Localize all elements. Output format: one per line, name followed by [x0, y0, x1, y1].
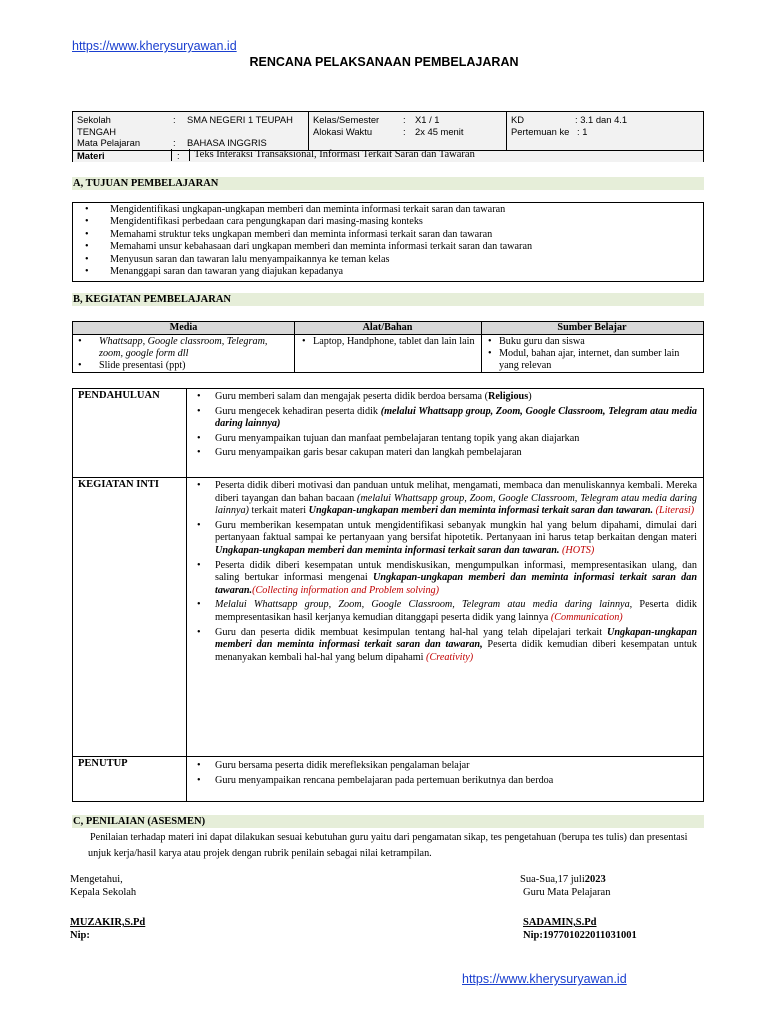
alokasi-label: Alokasi Waktu: [313, 125, 373, 137]
section-c-heading: C, PENILAIAN (ASESMEN): [72, 815, 704, 828]
list-item: • Whattsapp, Google classroom, Telegram, zoom, google form dll: [77, 336, 289, 360]
alat-list: [301, 336, 476, 348]
inti-label: KEGIATAN INTI: [78, 479, 160, 490]
pendahuluan-label: PENDAHULUAN: [78, 390, 160, 401]
kelas-label: Kelas/Semester: [313, 114, 380, 125]
list-item: • Guru bersama peserta didik merefleksikan pengalaman belajar: [191, 760, 697, 773]
activity-table: [72, 388, 704, 802]
signature-right: [520, 873, 637, 942]
mengetahui-text: Mengetahui,: [70, 874, 123, 885]
pendahuluan-list: [191, 391, 697, 462]
list-item: • Guru menyampaikan rencana pembelajaran pada pertemuan berikutnya dan berdoa: [191, 775, 697, 788]
document-title: RENCANA PELAKSANAAN PEMBELAJARAN: [249, 55, 519, 69]
materi-value: Teks Interaksi Transaksional, Informasi Terkait Saran dan Tawaran: [194, 149, 475, 160]
list-item: • Menanggapi saran dan tawaran yang diajukan kepadanya: [83, 266, 532, 278]
kepala-text: Kepala Sekolah: [70, 887, 137, 898]
guru-text: Guru Mata Pelajaran: [523, 887, 611, 898]
materi-label: Materi: [77, 150, 105, 161]
list-item: • Menyusun saran dan tawaran lalu menyampaikannya ke teman kelas: [83, 254, 532, 266]
list-item: • Modul, bahan ajar, internet, dan sumber lain yang relevan: [487, 348, 697, 372]
media-list: [77, 336, 289, 373]
mapel-value: BAHASA INGGRIS: [187, 137, 267, 148]
list-item: • Memahami unsur kebahasaan dari ungkapan memberi dan meminta informasi terkait saran dan tawaran: [83, 241, 532, 253]
info-school-cell: Sekolah : SMA NEGERI 1 TEUPAH TENGAH Mata Pelajaran : BAHASA INGGRIS: [73, 112, 309, 150]
section-a-heading: A, TUJUAN PEMBELAJARAN: [72, 177, 704, 190]
info-class-cell: Kelas/Semester : X1 / 1 Alokasi Waktu : 2x 45 menit: [309, 112, 507, 150]
materi-row: [73, 150, 703, 162]
mapel-label: Mata Pelajaran: [77, 137, 141, 148]
section-b-heading: B, KEGIATAN PEMBELAJARAN: [72, 293, 704, 306]
list-item: • Laptop, Handphone, tablet dan lain lain: [301, 336, 476, 348]
kelas-value: X1 / 1: [415, 114, 440, 125]
alokasi-value: 2x 45 menit: [415, 125, 464, 137]
list-item: • Melalui Whattsapp group, Zoom, Google Classroom, Telegram atau media daring lainnya, Peserta didik mempresentasikan hasil kerjanya kemudian ditanggapi peserta didik yang lainnya (Communication): [191, 599, 697, 624]
info-kd-cell: [507, 112, 703, 150]
guru-nip: Nip:197701022011031001: [523, 930, 637, 941]
kd-label: KD: [511, 114, 525, 125]
sekolah-label: Sekolah: [77, 114, 111, 125]
sumber-list: [487, 336, 697, 373]
kepala-nip: Nip:: [70, 930, 90, 941]
list-item: • Memahami struktur teks ungkapan memberi dan meminta informasi terkait saran dan tawaran: [83, 229, 532, 241]
list-item: • Buku guru dan siswa: [487, 336, 697, 348]
list-item: • Mengidentifikasi ungkapan-ungkapan memberi dan meminta informasi terkait saran dan tawaran: [83, 204, 532, 216]
header-link[interactable]: https://www.kherysuryawan.id: [72, 39, 237, 53]
penilaian-paragraph: Penilaian terhadap materi ini dapat dilakukan sesuai kebutuhan guru yaitu dari pengamatan sikap, tes pengetahuan (berupa tes tulis) dan presentasi unjuk kerja/hasil karya atau projek dengan rubrik penilain sebagai nilai ketrampilan.: [88, 832, 688, 859]
kepala-name: MUZAKIR,S.Pd: [70, 917, 146, 928]
tujuan-box: [72, 202, 704, 282]
sekolah-value-2: TENGAH: [77, 125, 117, 137]
place-date: Sua-Sua,17 juli2023: [520, 874, 606, 885]
media-table: [72, 321, 704, 373]
signature-left: [70, 873, 145, 942]
sekolah-value: SMA NEGERI 1 TEUPAH: [187, 114, 293, 125]
list-item: • Guru memberikan kesempatan untuk mengidentifikasi sebanyak mungkin hal yang belum dipahami, dimulai dari pertanyaan faktual sampai ke pertanyaan yang bersifat hipotetik. Pertanyaan ini harus tetap berkaitan dengan materi Ungkapan-ungkapan memberi dan meminta informasi terkait saran dan tawaran. (HOTS): [191, 520, 697, 558]
tujuan-list: [83, 204, 532, 278]
list-item: • Guru mengecek kehadiran peserta didik (melalui Whattsapp group, Zoom, Google Classroom, Telegram atau media daring lainnya): [191, 406, 697, 431]
kd-value: : 3.1 dan 4.1: [575, 114, 628, 125]
list-item: • Slide presentasi (ppt): [77, 360, 289, 372]
list-item: • Guru menyampaikan garis besar cakupan materi dan langkah pembelajaran: [191, 447, 697, 460]
penutup-label: PENUTUP: [78, 758, 128, 769]
list-item: • Peserta didik diberi kesempatan untuk mendiskusikan, mengumpulkan informasi, mempresentasikan ulang, dan saling bertukar informasi mengenai Ungkapan-ungkapan memberi dan meminta informasi terkait saran dan tawaran.(Collecting information and Problem solving): [191, 560, 697, 598]
pertemuan-value: : 1: [577, 125, 588, 137]
alat-header: Alat/Bahan: [294, 322, 481, 335]
footer-link[interactable]: https://www.kherysuryawan.id: [462, 972, 627, 986]
pertemuan-label: Pertemuan ke: [511, 125, 570, 137]
guru-name: SADAMIN,S.Pd: [523, 917, 597, 928]
penutup-list: [191, 760, 697, 789]
list-item: • Guru dan peserta didik membuat kesimpulan tentang hal-hal yang telah dipelajari terkait Ungkapan-ungkapan memberi dan meminta informasi terkait saran dan tawaran, Peserta didik kemudian diberi kesempatan untuk menanyakan kembali hal-hal yang belum dipahami (Creativity): [191, 627, 697, 665]
list-item: • Mengidentifikasi perbedaan cara pengungkapan dari masing-masing konteks: [83, 216, 532, 228]
sumber-header: Sumber Belajar: [481, 322, 703, 335]
inti-list: [191, 480, 697, 666]
materi-colon: :: [177, 150, 180, 161]
list-item: • Guru memberi salam dan mengajak peserta didik berdoa bersama (Religious): [191, 391, 697, 404]
list-item: • Peserta didik diberi motivasi dan panduan untuk melihat, mengamati, membaca dan menuliskannya kembali. Mereka diberi tayangan dan bahan bacaan (melalui Whattsapp group, Zoom, Google Classroom, Telegram atau media daring lainnya) terkait materi Ungkapan-ungkapan memberi dan meminta informasi terkait saran dan tawaran. (Literasi): [191, 480, 697, 518]
info-table: [72, 111, 704, 162]
media-header: Media: [73, 322, 294, 335]
list-item: • Guru menyampaikan tujuan dan manfaat pembelajaran tentang topik yang akan diajarkan: [191, 433, 697, 446]
